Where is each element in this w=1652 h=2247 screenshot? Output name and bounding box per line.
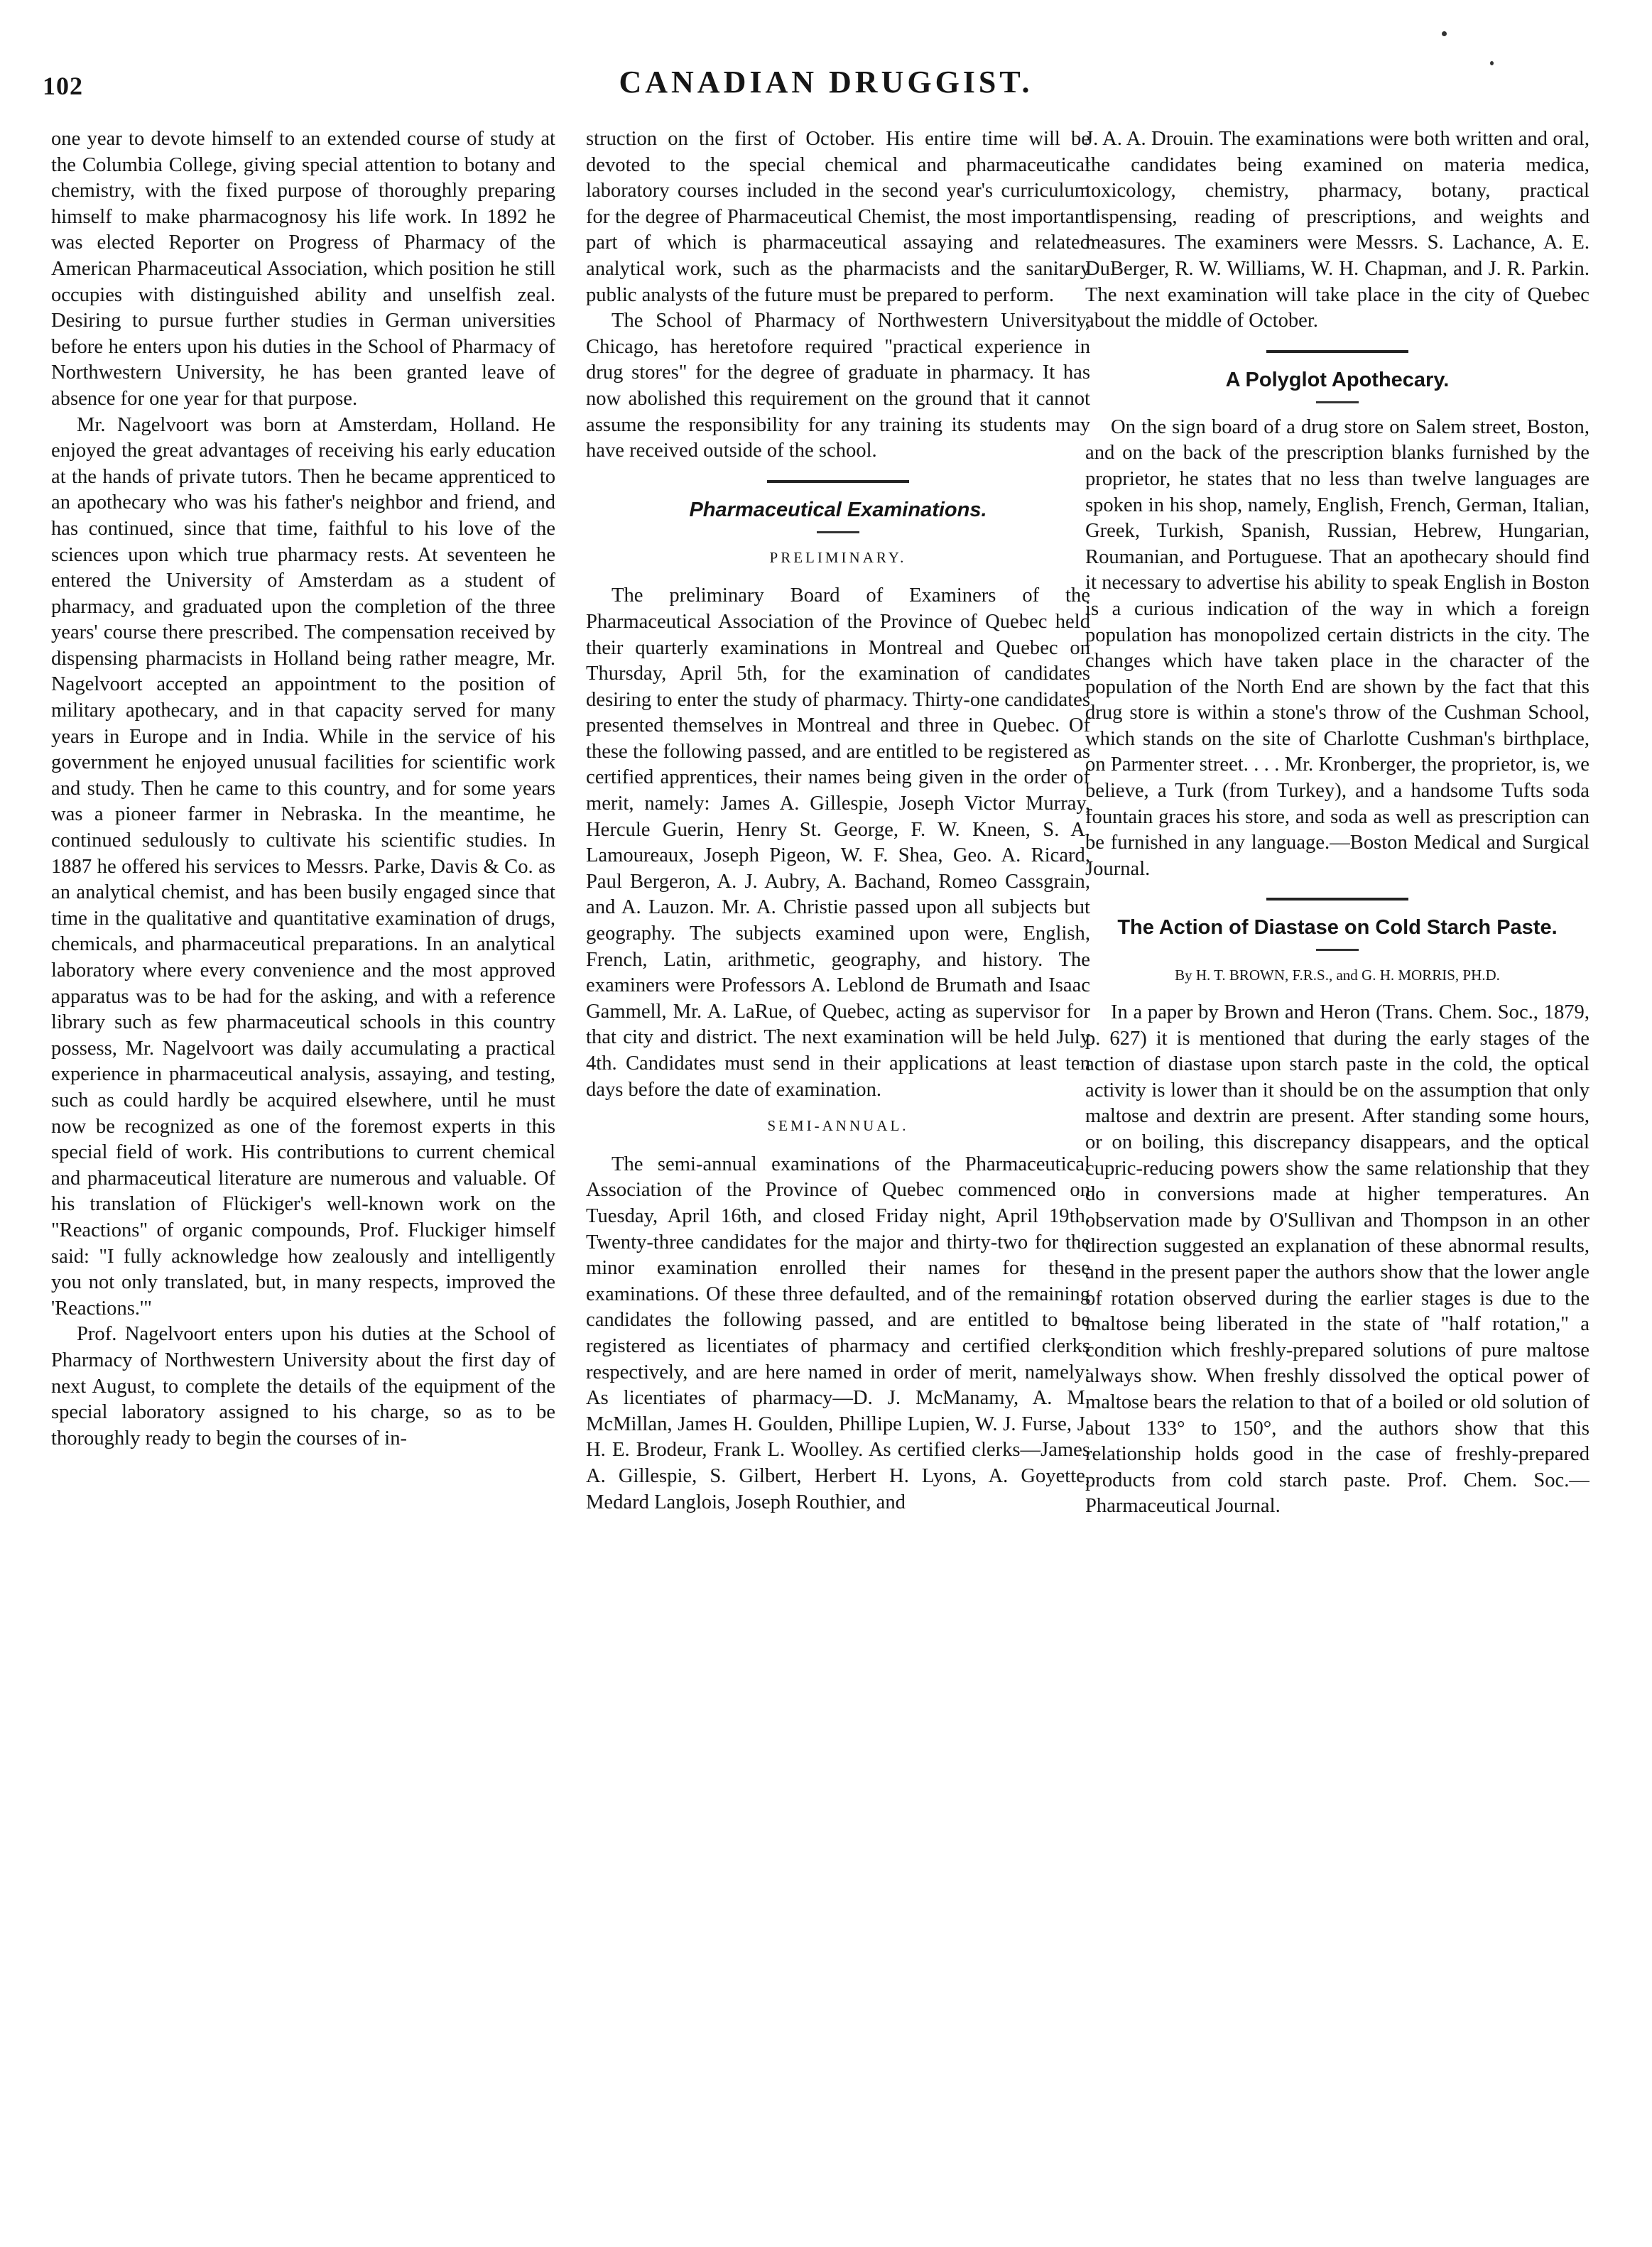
article-paragraph: The semi-annual examinations of the Pharmaceutical Association of the Province of Quebec commenced on Tuesday, April 16th, and closed Friday night, April 19th. Twenty-three candidates for the major and thirty-two for the minor examination enrolled their names for these examinations. Of these three defaulted, and of the remaining candidates the following passed, and are entitled to be registered as licentiates of pharmacy and certified clerks respectively, and are here named in order of merit, namely: As licentiates of pharmacy—D. J. McManamy, A. M. McMillan, James H. Goulden, Phillipe Lupien, W. J. Furse, J. H. E. Brodeur, Frank L. Woolley. As certified clerks—James A. Gillespie, S. Gilbert, Herbert H. Lyons, A. Goyette, Medard Langlois, Joseph Routhier, and [586,1153,1090,1513]
article-paragraph: Prof. Nagelvoort enters upon his duties at the School of Pharmacy of Northwestern University about the first day of next August, to complete the details of the equipment of the special laboratory assigned to his charge, so as to be thoroughly ready to begin the courses of in- [51,1323,555,1449]
heading-underline [1316,949,1359,951]
section-divider [1266,898,1408,901]
article-paragraph: On the sign board of a drug store on Salem street, Boston, and on the back of the prescription blanks furnished by the proprietor, he states that no less than twelve languages are spoken in his shop, namely, English, French, German, Italian, Greek, Turkish, Spanish, Russian, Hebrew, Hungarian, Roumanian, and Portuguese. That an apothecary should find it necessary to advertise his ability to speak English in Boston is a curious indication of the way in which a foreign population has monopolized certain districts in the city. The changes which have taken place in the character of the population of the North End are shown by the fact that this drug store is within a stone's throw of the Cushman School, which stands on the site of Charlotte Cushman's birthplace, on Parmenter street. . . . Mr. Kronberger, the proprietor, is, we believe, a Turk (from Turkey), and a handsome Tufts soda fountain graces his store, and soda as well as prescription can be furnished in any language.—Boston Medical and Surgical Journal. [1085,415,1589,880]
ink-speck [1442,31,1447,36]
section-divider [1266,350,1408,353]
page-number: 102 [43,72,83,100]
section-heading-polyglot-apothecary: A Polyglot Apothecary. [1225,368,1450,391]
section-heading-diastase: The Action of Diastase on Cold Starch Paste. [1117,916,1558,940]
article-paragraph: The preliminary Board of Examiners of the Pharmaceutical Association of the Province of Quebec held their quarterly examinations in Montreal and Quebec on Thursday, April 5th, for the examination of candidates desiring to enter the study of pharmacy. Thirty-one candidates presented themselves in Montreal and three in Quebec. Of these the following passed, and are entitled to be registered as certified apprentices, their names being given in the order of merit, namely: James A. Gillespie, Joseph Victor Murray, Hercule Guerin, Henry St. George, F. W. Kneen, S. A. Lamoureaux, Joseph Pigeon, W. F. Shea, Geo. A. Ricard, Paul Bergeron, A. J. Aubry, A. Bachand, Romeo Cassgrain, and A. Lauzon. Mr. A. Christie passed upon all subjects but geography. The subjects examined upon were, English, French, Latin, arithmetic, geography, and history. The examiners were Professors A. Leblond de Brumath and Isaac Gammell, Mr. A. LaRue, of Quebec, acting as supervisor for that city and district. The next examination will be held July 4th. Candidates must send in their applications at least ten days before the date of examination. [586,584,1090,1101]
heading-underline [1316,401,1359,403]
subheading-preliminary: PRELIMINARY. [769,548,907,566]
section-heading-pharmaceutical-examinations: Pharmaceutical Examinations. [689,498,987,521]
column-right [1085,126,1589,2214]
ink-speck [1490,61,1494,65]
section-divider [767,480,909,483]
column-left [51,126,555,2214]
article-paragraph: one year to devote himself to an extended course of study at the Columbia College, giving special attention to botany and chemistry, with the fixed purpose of thoroughly preparing himself to make pharmacognosy his life work. In 1892 he was elected Reporter on Progress of Pharmacy of the American Pharmaceutical Association, which position he still occupies with distinguished ability and unselfish zeal. Desiring to pursue further studies in German universities before he enters upon his duties in the School of Pharmacy of Northwestern University, he has been granted leave of absence for one year for that purpose. [51,128,555,410]
journal-title: CANADIAN DRUGGIST. [619,65,1033,99]
article-paragraph: In a paper by Brown and Heron (Trans. Chem. Soc., 1879, p. 627) it is mentioned that during the early stages of the action of diastase upon starch paste in the cold, the optical activity is lower than it should be on the assumption that only maltose and dextrin are present. After standing some hours, or on boiling, this discrepancy disappears, and the optical cupric-reducing powers show the same relationship that they do in conversions made at higher temperatures. An observation made by O'Sullivan and Thompson in an other direction suggested an explanation of these abnormal results, and in the present paper the authors show that the lower angle of rotation observed during the earlier stages is due to the maltose being liberated in the state of "half rotation," a condition which freshly-prepared solutions of pure maltose always show. When freshly dissolved the optical power of maltose bears the relation to that of a boiled or old solution of about 133° to 150°, and the authors show that this relationship holds good in the case of freshly-prepared products from cold starch paste. Prof. Chem. Soc.—Pharmaceutical Journal. [1085,1001,1589,1518]
article-paragraph: J. A. A. Drouin. The examinations were both written and oral, the candidates being examined on materia medica, toxicology, chemistry, pharmacy, botany, practical dispensing, reading of prescriptions, and weights and measures. The examiners were Messrs. S. Lachance, A. E. DuBerger, R. W. Williams, W. H. Chapman, and J. R. Parkin. The next examination will take place in the city of Quebec about the middle of October. [1085,128,1589,332]
article-byline: By H. T. BROWN, F.R.S., and G. H. MORRIS, PH.D. [1175,967,1500,984]
heading-underline [817,531,859,533]
article-paragraph: The School of Pharmacy of Northwestern University, Chicago, has heretofore required "practical experience in drug stores" for the degree of graduate in pharmacy. It has now abolished this requirement on the ground that it cannot assume the responsibility for any training its students may have received outside of the school. [586,310,1090,462]
article-paragraph: Mr. Nagelvoort was born at Amsterdam, Holland. He enjoyed the great advantages of receiving his early education at the hands of private tutors. Then he became apprenticed to an apothecary who was his father's neighbor and friend, and has continued, since that time, faithful to his love of the sciences upon which true pharmacy rests. At seventeen he entered the University of Amsterdam as a student of pharmacy, and graduated upon the completion of the three years' course there prescribed. The compensation received by dispensing pharmacists in Holland being rather meagre, Mr. Nagelvoort accepted an appointment to the position of military apothecary, and in that capacity served for many years in Europe and in India. While in the service of his government he enjoyed unusual facilities for scientific work and study. Then he came to this country, and for some years was a pioneer farmer in Nebraska. In the meantime, he continued sedulously to cultivate his scientific studies. In 1887 he offered his services to Messrs. Parke, Davis & Co. as an analytical chemist, and has been busily engaged since that time in the qualitative and quantitative examination of drugs, chemicals, and pharmaceutical preparations. In an analytical laboratory where every convenience and the most approved apparatus was to be had for the asking, and with a reference library such as few pharmaceutical schools in this country possess, Mr. Nagelvoort was daily accumulating a practical experience in pharmaceutical analysis, assaying, and testing, such as could hardly be acquired elsewhere, until he must now be recognized as one of the foremost experts in this special field of work. His contributions to current chemical and pharmaceutical literature are numerous and valuable. Of his translation of Flückiger's well-known work on the "Reactions" of organic compounds, Prof. Fluckiger himself said: "I fully acknowledge how zealously and intelligently you not only translated, but, in many respects, improved the 'Reactions.'" [51,413,555,1320]
article-paragraph: struction on the first of October. His entire time will be devoted to the special chemical and pharmaceutical laboratory courses included in the second year's curriculum for the degree of Pharmaceutical Chemist, the most important part of which is pharmaceutical assaying and related analytical work, such as the pharmacists and the sanitary public analysts of the future must be prepared to perform. [586,128,1090,306]
subheading-semi-annual: SEMI-ANNUAL. [767,1117,909,1135]
column-middle [586,126,1090,2214]
